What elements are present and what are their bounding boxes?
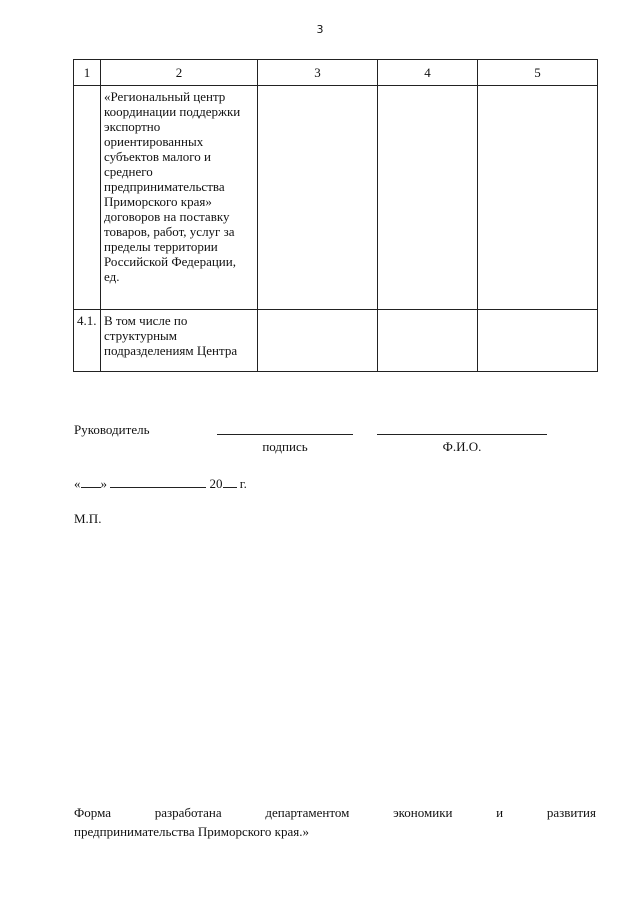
date-line [74,475,247,492]
row-description: «Региональный центр координации поддержки экспортно ориентированных субъектов малого и среднего предпринимательства Приморского края» договоров на поставку товаров, работ, услуг за пределы территории Российской Федерации, ед. [104,89,241,284]
footer-line-2: предпринимательства Приморского края.» [74,824,309,839]
form-table [73,59,598,372]
row-description-cell [101,310,258,372]
year-blank [223,475,237,488]
row-number-cell: 4.1. [74,310,101,372]
day-blank [81,475,101,488]
table-header-row [74,60,598,86]
month-blank [110,475,206,488]
footer-line-1 [74,803,596,822]
name-line [377,434,547,435]
signature-caption: подпись [262,439,308,454]
footer-word: разработана [154,805,222,820]
date-close-quote: » [100,476,107,491]
row-value-col-5 [478,86,598,310]
footer-word: и [496,805,504,820]
year-prefix: 20 [209,476,223,491]
table-row [74,310,598,372]
name-caption: Ф.И.О. [442,439,482,454]
footer-word: департаментом [265,805,350,820]
header-col-3: 3 [258,60,378,86]
page-number: 3 [316,23,324,36]
row-value-col-3 [258,86,378,310]
header-col-2: 2 [101,60,258,86]
head-label: Руководитель [74,422,150,437]
footer-note [74,803,596,841]
row-description-cell [101,86,258,310]
footer-word: Форма [74,805,111,820]
footer-word: развития [546,805,596,820]
row-value-col-3 [258,310,378,372]
signature-line [217,434,353,435]
table-row [74,86,598,310]
row-number-cell [74,86,101,310]
date-open-quote: « [74,476,81,491]
signature-block [74,422,594,462]
header-col-5: 5 [478,60,598,86]
footer-word: экономики [393,805,453,820]
row-value-col-5 [478,310,598,372]
row-description: В том числе по структурным подразделениям Центра [104,313,238,358]
row-value-col-4 [378,310,478,372]
header-col-4: 4 [378,60,478,86]
stamp-label: М.П. [74,511,102,526]
row-value-col-4 [378,86,478,310]
year-suffix: г. [239,476,247,491]
header-col-1: 1 [74,60,101,86]
